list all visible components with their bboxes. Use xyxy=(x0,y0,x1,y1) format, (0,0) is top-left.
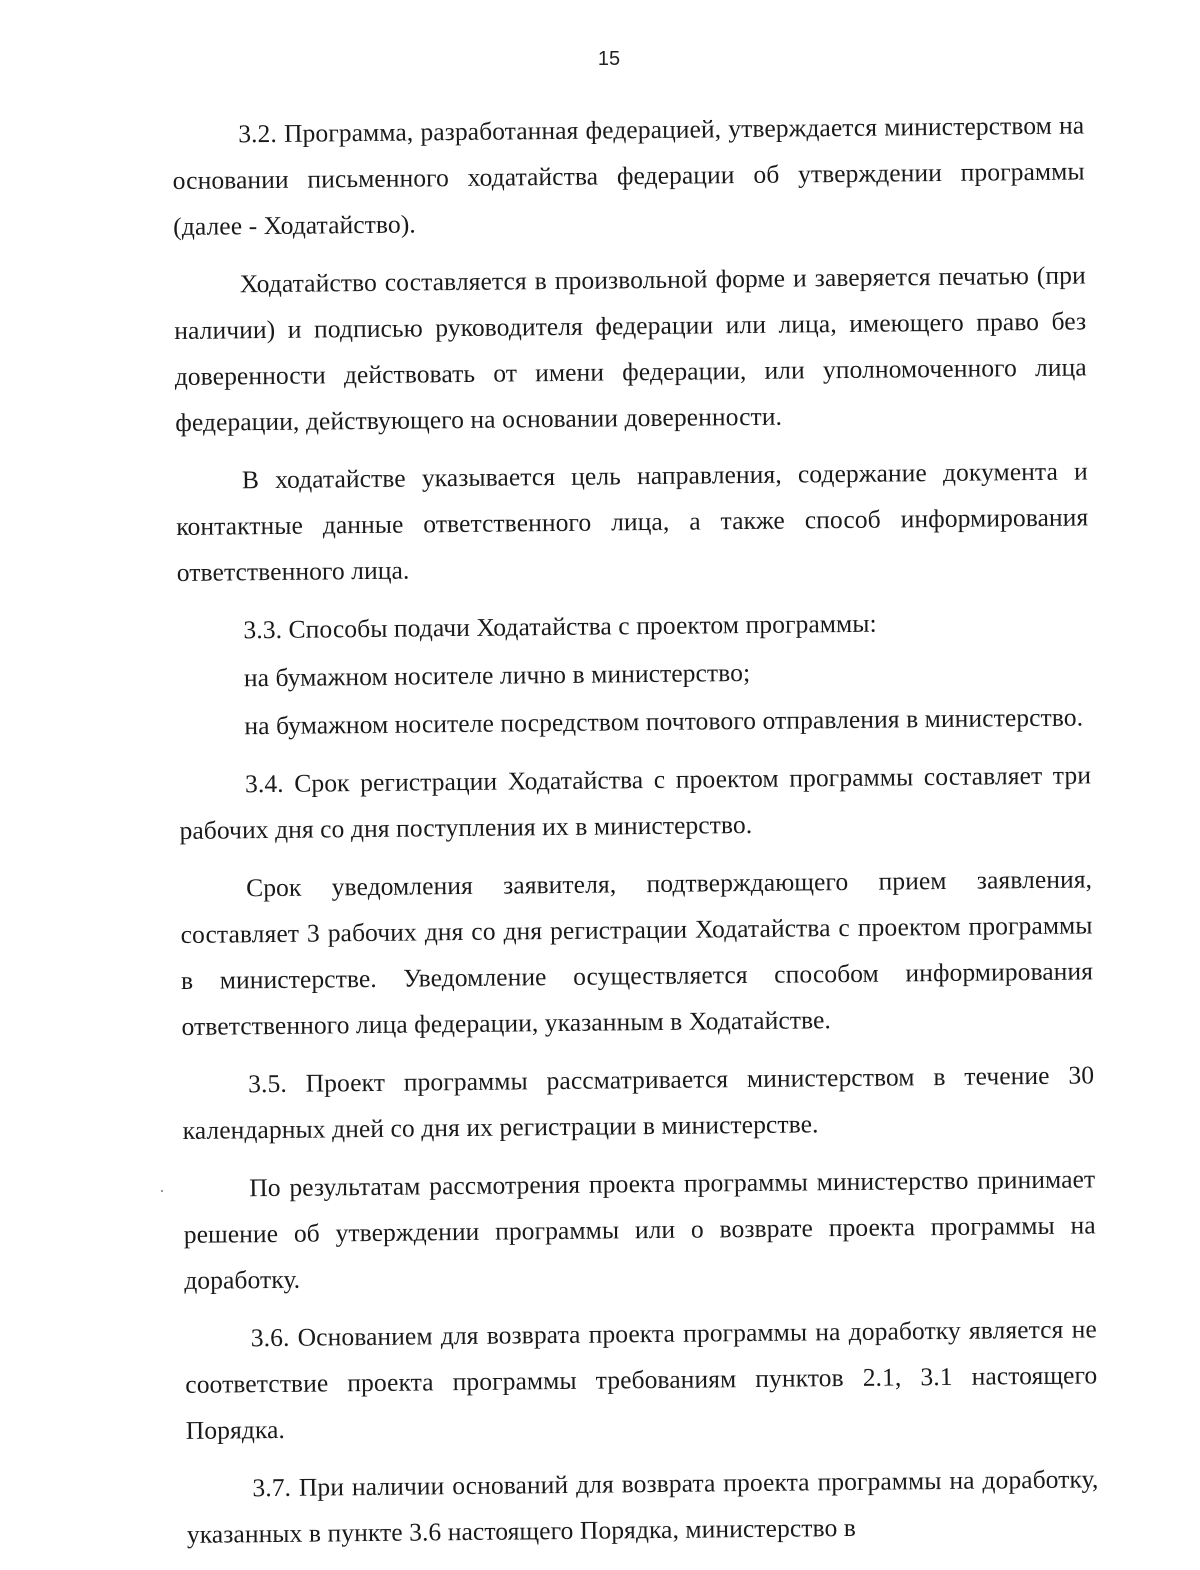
page-number: 15 xyxy=(597,48,621,70)
paragraph-paper-in-person: на бумажном носителе лично в министерство; xyxy=(243,657,751,693)
paragraph-3-6: 3.6. Основанием для возврата проекта программы на доработку является не соответствие проекта программы требованиям пунктов 2.1, 3.1 настоящего Порядка. xyxy=(185,1314,1098,1445)
paragraph-review-results: По результатам рассмотрения проекта программы министерство принимает решение об утверждении программы или о возврате проекта программы на доработку. xyxy=(183,1164,1096,1295)
paragraph-paper-by-post: на бумажном носителе посредством почтового отправления в министерство. xyxy=(244,702,1084,741)
document-body xyxy=(172,102,1099,1569)
paragraph-3-3: 3.3. Способы подачи Ходатайства с проектом программы: xyxy=(243,608,877,645)
paragraph-3-7: 3.7. При наличии оснований для возврата проекта программы на доработку, указанных в пункте 3.6 настоящего Порядка, министерство в xyxy=(186,1464,1099,1549)
paragraph-petition-content: В ходатайстве указывается цель направления, содержание документа и контактные данные ответственного лица, а также способ информирования ответственного лица. xyxy=(176,456,1089,587)
paragraph-petition-form: Ходатайство составляется в произвольной форме и заверяется печатью (при наличии) и подписью руководителя федерации или лица, имеющего право без доверенности действовать от имени федерации, или уполномоченного лица федерации, действующего на основании доверенности. xyxy=(174,260,1087,437)
paragraph-notification-term: Срок уведомления заявителя, подтверждающего прием заявления, составляет 3 рабочих дня со дня регистрации Ходатайства с проектом программы в министерстве. Уведомление осуществляется способом информирования ответственного лица федерации, указанным в Ходатайстве. xyxy=(180,864,1094,1041)
paragraph-3-4: 3.4. Срок регистрации Ходатайства с проектом программы составляет три рабочих дня со дня поступления их в министерство. xyxy=(179,760,1092,845)
scan-speck xyxy=(161,1190,163,1192)
paragraph-3-5: 3.5. Проект программы рассматривается министерством в течение 30 календарных дней со дня их регистрации в министерстве. xyxy=(182,1060,1095,1145)
paragraph-3-2: 3.2. Программа, разработанная федерацией, утверждается министерством на основании письменного ходатайства федерации об утверждении программы (далее - Ходатайство). xyxy=(172,110,1085,241)
